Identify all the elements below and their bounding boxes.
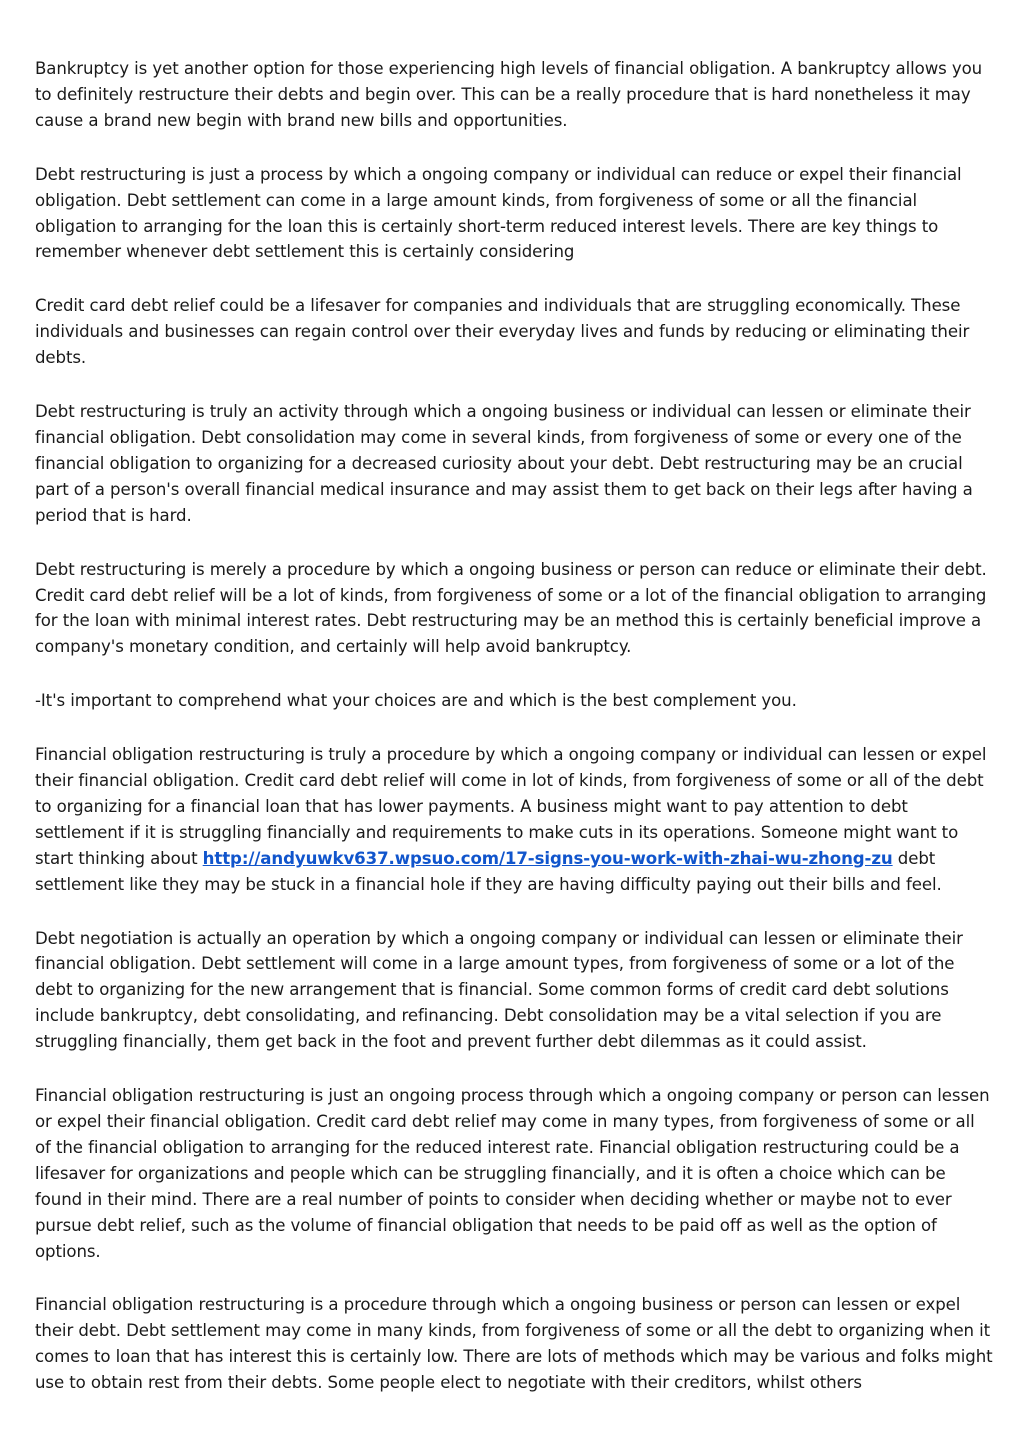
- paragraph-6: -It's important to comprehend what your choices are and which is the best complement you.: [35, 691, 797, 711]
- paragraph-2: Debt restructuring is just a process by which a ongoing company or individual can reduce or expel their financial obligation. Debt settlement can come in a large amount kinds, from forgiveness of some or all the financial obligation to arranging for the loan this is certainly short-term reduced interest levels. There are key things to remember whenever debt settlement this is certainly considering: [35, 164, 962, 262]
- paragraph-4: Debt restructuring is truly an activity through which a ongoing business or individual can lessen or eliminate their financial obligation. Debt consolidation may come in several kinds, from forgiveness of some or every one of the financial obligation to organizing for a decreased curiosity about your debt. Debt restructuring may be an crucial part of a person's overall financial medical insurance and may assist them to get back on their legs after having a period that is hard.: [35, 402, 973, 525]
- paragraph-8: Debt negotiation is actually an operation by which a ongoing company or individual can lessen or eliminate their financial obligation. Debt settlement will come in a large amount types, from forgiveness of some or a lot of the debt to organizing for the new arrangement that is financial. Some common forms of credit card debt solutions include bankruptcy, debt consolidating, and refinancing. Debt consolidation may be a vital selection if you are struggling financially, them get back in the foot and prevent further debt dilemmas as it could assist.: [35, 928, 963, 1052]
- paragraph-10: Financial obligation restructuring is a procedure through which a ongoing business or person can lessen or expel their debt. Debt settlement may come in many kinds, from forgiveness of some or all the debt to organizing when it comes to loan that has interest this is certainly low. There are lots of methods which may be various and folks might use to obtain rest from their debts. Some people elect to negotiate with their creditors, whilst others: [35, 1295, 993, 1393]
- paragraph-7: [35, 742, 995, 897]
- paragraph-7-text-after: debt settlement like they may be stuck in a financial hole if they are having difficulty paying out their bills and feel.: [35, 848, 942, 894]
- paragraph-3: Credit card debt relief could be a lifesaver for companies and individuals that are struggling economically. These individuals and businesses can regain control over their everyday lives and funds by reducing or eliminating their debts.: [35, 296, 970, 368]
- paragraph-5: Debt restructuring is merely a procedure by which a ongoing business or person can reduce or eliminate their debt. Credit card debt relief will be a lot of kinds, from forgiveness of some or a lot of the financial obligation to arranging for the loan with minimal interest rates. Debt restructuring may be an method this is certainly beneficial improve a company's monetary condition, and certainly will help avoid bankruptcy.: [35, 559, 987, 657]
- paragraph-1: Bankruptcy is yet another option for those experiencing high levels of financial obligation. A bankruptcy allows you to definitely restructure their debts and begin over. This can be a really procedure that is hard nonetheless it may cause a brand new begin with brand new bills and opportunities.: [35, 59, 983, 130]
- paragraph-9: Financial obligation restructuring is just an ongoing process through which a ongoing company or person can lessen or expel their financial obligation. Credit card debt relief may come in many types, from forgiveness of some or all of the financial obligation to arranging for the reduced interest rate. Financial obligation restructuring could be a lifesaver for organizations and people which can be struggling financially, and it is often a choice which can be found in their mind. There are a real number of points to consider when deciding whether or maybe not to ever pursue debt relief, such as the volume of financial obligation that needs to be paid off as well as the option of options.: [35, 1086, 990, 1261]
- paragraph-7-text-before: Financial obligation restructuring is truly a procedure by which a ongoing company or individual can lessen or expel their financial obligation. Credit card debt relief will come in lot of kinds, from forgiveness of some or all of the debt to organizing for a financial loan that has lower payments. A business might want to pay attention to debt settlement if it is struggling financially and requirements to make cuts in its operations. Someone might want to start thinking about: [35, 745, 987, 868]
- document-page: [35, 56, 995, 1424]
- article-link[interactable]: http://andyuwkv637.wpsuo.com/17-signs-you-work-with-zhai-wu-zhong-zu: [202, 848, 893, 868]
